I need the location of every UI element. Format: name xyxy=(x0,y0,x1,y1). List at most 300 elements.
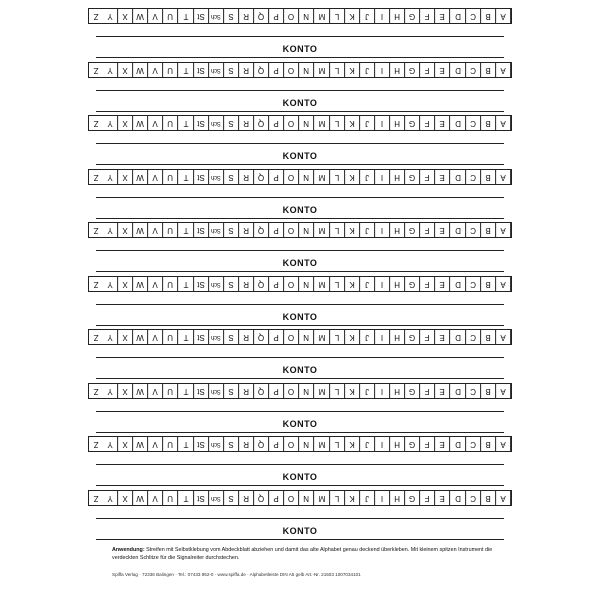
alphabet-cell: A xyxy=(496,63,511,77)
alphabet-cell: H xyxy=(390,277,405,291)
alphabet-cell: F xyxy=(420,170,435,184)
alphabet-cell: M xyxy=(315,116,330,130)
strip-rule-top xyxy=(96,250,504,251)
alphabet-cell: P xyxy=(269,491,284,505)
strip-rule-top xyxy=(96,357,504,358)
alphabet-cell: V xyxy=(148,491,163,505)
alphabet-cell: O xyxy=(284,277,299,291)
alphabet-cell: J xyxy=(360,384,375,398)
alphabet-cell: Y xyxy=(103,223,118,237)
alphabet-cell: S xyxy=(224,63,239,77)
alphabet-cell: Q xyxy=(254,116,269,130)
alphabet-cell: L xyxy=(330,9,345,23)
alphabet-cell: U xyxy=(163,9,178,23)
instructions-lead: Anwendung: xyxy=(112,547,145,553)
alphabet-cell: M xyxy=(315,170,330,184)
alphabet-cell: P xyxy=(269,223,284,237)
alphabet-cell: B xyxy=(481,330,496,344)
alphabet-cell: Y xyxy=(103,491,118,505)
alphabet-cell: U xyxy=(163,491,178,505)
strip-rule-bottom xyxy=(96,57,504,58)
alphabet-row xyxy=(88,383,512,399)
alphabet-cell: U xyxy=(163,63,178,77)
alphabet-cell: C xyxy=(466,63,481,77)
alphabet-cell: J xyxy=(360,491,375,505)
alphabet-cell: D xyxy=(451,170,466,184)
alphabet-cell: N xyxy=(299,9,314,23)
alphabet-cell: V xyxy=(148,277,163,291)
alphabet-cell: Y xyxy=(103,116,118,130)
alphabet-cell: X xyxy=(118,437,133,451)
alphabet-cell: O xyxy=(284,170,299,184)
alphabet-cell: N xyxy=(299,384,314,398)
strip-rule-top xyxy=(96,411,504,412)
instructions-text: Streifen mit Selbstklebung vom Abdeckblatt abziehen und damit das alte Alphabet genau deckend überkleben. Mit kleinem spitzen Instrument die verdeckten Schlitze für die Signalreiter durchstechen. xyxy=(112,547,493,561)
alphabet-cell: I xyxy=(375,491,390,505)
alphabet-cell: O xyxy=(284,116,299,130)
konto-label: KONTO xyxy=(282,525,318,536)
alphabet-cell: S xyxy=(224,491,239,505)
alphabet-cell: W xyxy=(133,116,148,130)
alphabet-cell: G xyxy=(405,330,420,344)
strip-rule-bottom xyxy=(96,432,504,433)
alphabet-cell: M xyxy=(315,330,330,344)
alphabet-cell: H xyxy=(390,330,405,344)
alphabet-cell: S xyxy=(224,9,239,23)
strip-rule-top xyxy=(96,197,504,198)
alphabet-cell: Z xyxy=(93,172,99,182)
alphabet-cell: X xyxy=(118,116,133,130)
alphabet-cell: I xyxy=(375,277,390,291)
alphabet-cell: U xyxy=(163,277,178,291)
alphabet-cell: R xyxy=(239,223,254,237)
alphabet-cell: H xyxy=(390,437,405,451)
alphabet-cell: X xyxy=(118,223,133,237)
alphabet-cell: Sch xyxy=(209,170,224,184)
alphabet-row xyxy=(88,169,512,185)
alphabet-cell: D xyxy=(451,9,466,23)
alphabet-cell: Sch xyxy=(209,277,224,291)
alphabet-cell: G xyxy=(405,277,420,291)
alphabet-cell: T xyxy=(179,277,194,291)
alphabet-cell: Sch xyxy=(209,384,224,398)
alphabet-cell: I xyxy=(375,63,390,77)
alphabet-cell: F xyxy=(420,384,435,398)
alphabet-cell: L xyxy=(330,384,345,398)
alphabet-cell: A xyxy=(496,9,511,23)
alphabet-cell: H xyxy=(390,223,405,237)
alphabet-cell: X xyxy=(118,170,133,184)
alphabet-cell: G xyxy=(405,491,420,505)
alphabet-cell: K xyxy=(345,9,360,23)
alphabet-cell: Z xyxy=(93,386,99,396)
alphabet-cell: J xyxy=(360,116,375,130)
alphabet-cell: W xyxy=(133,170,148,184)
alphabet-cell: Z xyxy=(93,12,99,21)
alphabet-cell: C xyxy=(466,384,481,398)
alphabet-cell: G xyxy=(405,223,420,237)
alphabet-cell: W xyxy=(133,223,148,237)
alphabet-cell: I xyxy=(375,330,390,344)
alphabet-cell: Sch xyxy=(209,330,224,344)
alphabet-cell: D xyxy=(451,330,466,344)
alphabet-cell: R xyxy=(239,437,254,451)
alphabet-cell: N xyxy=(299,330,314,344)
alphabet-cell: V xyxy=(148,223,163,237)
alphabet-cell: F xyxy=(420,9,435,23)
alphabet-cell: Y xyxy=(103,384,118,398)
alphabet-cell: D xyxy=(451,116,466,130)
alphabet-cell: A xyxy=(496,277,511,291)
alphabet-cell: S xyxy=(224,277,239,291)
alphabet-cell: B xyxy=(481,116,496,130)
alphabet-cell: S xyxy=(224,170,239,184)
account-strip xyxy=(88,383,512,438)
account-strip xyxy=(88,436,512,491)
alphabet-cell: U xyxy=(163,170,178,184)
alphabet-cell: J xyxy=(360,437,375,451)
alphabet-cell: G xyxy=(405,116,420,130)
account-strip xyxy=(88,62,512,117)
alphabet-cell: L xyxy=(330,223,345,237)
alphabet-cell: Y xyxy=(103,170,118,184)
alphabet-cell: I xyxy=(375,384,390,398)
alphabet-cell: T xyxy=(179,491,194,505)
alphabet-cell: N xyxy=(299,116,314,130)
alphabet-cell: Q xyxy=(254,437,269,451)
strip-rule-bottom xyxy=(96,378,504,379)
account-strip xyxy=(88,8,512,63)
alphabet-cell: A xyxy=(496,223,511,237)
alphabet-cell: H xyxy=(390,384,405,398)
alphabet-cell: D xyxy=(451,277,466,291)
alphabet-cell: P xyxy=(269,9,284,23)
alphabet-cell: E xyxy=(435,170,450,184)
alphabet-row xyxy=(88,115,512,131)
alphabet-cell: L xyxy=(330,437,345,451)
alphabet-cell: R xyxy=(239,116,254,130)
alphabet-row xyxy=(88,276,512,292)
alphabet-cell: U xyxy=(163,437,178,451)
alphabet-cell: B xyxy=(481,437,496,451)
alphabet-cell: G xyxy=(405,63,420,77)
alphabet-cell: T xyxy=(179,63,194,77)
alphabet-cell: D xyxy=(451,63,466,77)
alphabet-cell: N xyxy=(299,63,314,77)
alphabet-cell: Y xyxy=(103,9,118,23)
alphabet-cell: W xyxy=(133,63,148,77)
alphabet-cell: C xyxy=(466,330,481,344)
account-strip xyxy=(88,115,512,170)
alphabet-cell: M xyxy=(315,384,330,398)
alphabet-cell: A xyxy=(496,170,511,184)
konto-label: KONTO xyxy=(282,311,318,322)
alphabet-cell: T xyxy=(179,330,194,344)
konto-label: KONTO xyxy=(282,258,318,268)
alphabet-cell: W xyxy=(133,277,148,291)
alphabet-row xyxy=(88,222,512,238)
alphabet-cell: Z xyxy=(93,119,99,128)
alphabet-cell: V xyxy=(148,437,163,451)
alphabet-cell: M xyxy=(315,277,330,291)
account-strip xyxy=(88,329,512,384)
alphabet-cell: L xyxy=(330,116,345,130)
alphabet-cell: V xyxy=(148,330,163,344)
alphabet-cell: C xyxy=(466,9,481,23)
alphabet-cell: St xyxy=(194,63,209,77)
alphabet-cell: J xyxy=(360,330,375,344)
alphabet-cell: E xyxy=(435,9,450,23)
alphabet-cell: Z xyxy=(93,333,99,342)
alphabet-cell: L xyxy=(330,63,345,77)
alphabet-cell: R xyxy=(239,330,254,344)
alphabet-cell: W xyxy=(133,491,148,505)
alphabet-cell: S xyxy=(224,223,239,237)
alphabet-cell: P xyxy=(269,437,284,451)
alphabet-cell: S xyxy=(224,437,239,451)
alphabet-cell: F xyxy=(420,491,435,505)
alphabet-cell: U xyxy=(163,223,178,237)
alphabet-cell: St xyxy=(194,223,209,237)
alphabet-cell: L xyxy=(330,330,345,344)
alphabet-cell: V xyxy=(148,63,163,77)
alphabet-cell: St xyxy=(194,491,209,505)
alphabet-cell: Q xyxy=(254,223,269,237)
alphabet-cell: J xyxy=(360,170,375,184)
alphabet-cell: F xyxy=(420,437,435,451)
alphabet-cell: J xyxy=(360,63,375,77)
alphabet-cell: P xyxy=(269,384,284,398)
alphabet-cell: R xyxy=(239,277,254,291)
alphabet-cell: H xyxy=(390,63,405,77)
alphabet-cell: K xyxy=(345,116,360,130)
alphabet-cell: D xyxy=(451,223,466,237)
alphabet-cell: O xyxy=(284,384,299,398)
alphabet-cell: M xyxy=(315,491,330,505)
alphabet-cell: H xyxy=(390,491,405,505)
alphabet-cell: Sch xyxy=(209,63,224,77)
alphabet-cell: K xyxy=(345,437,360,451)
alphabet-cell: F xyxy=(420,63,435,77)
account-strip xyxy=(88,169,512,224)
alphabet-cell: E xyxy=(435,437,450,451)
alphabet-cell: T xyxy=(179,116,194,130)
alphabet-cell: E xyxy=(435,491,450,505)
konto-label: KONTO xyxy=(282,418,318,429)
alphabet-cell: Y xyxy=(103,330,118,344)
alphabet-cell: V xyxy=(148,116,163,130)
alphabet-cell: Z xyxy=(93,493,99,503)
alphabet-cell: I xyxy=(375,223,390,237)
alphabet-cell: G xyxy=(405,170,420,184)
alphabet-cell: F xyxy=(420,330,435,344)
alphabet-cell: Q xyxy=(254,277,269,291)
alphabet-cell: P xyxy=(269,277,284,291)
alphabet-cell: H xyxy=(390,116,405,130)
strip-rule-bottom xyxy=(96,539,504,540)
alphabet-cell: Z xyxy=(93,440,99,449)
alphabet-cell: St xyxy=(194,384,209,398)
alphabet-cell: W xyxy=(133,437,148,451)
alphabet-cell: M xyxy=(315,437,330,451)
alphabet-cell: S xyxy=(224,116,239,130)
alphabet-cell: Q xyxy=(254,330,269,344)
alphabet-cell: W xyxy=(133,9,148,23)
alphabet-cell: S xyxy=(224,384,239,398)
alphabet-cell: Q xyxy=(254,63,269,77)
alphabet-cell: O xyxy=(284,63,299,77)
strip-rule-bottom xyxy=(96,164,504,165)
alphabet-cell: B xyxy=(481,384,496,398)
alphabet-cell: C xyxy=(466,170,481,184)
alphabet-cell: O xyxy=(284,437,299,451)
alphabet-cell: C xyxy=(466,116,481,130)
alphabet-cell: I xyxy=(375,9,390,23)
alphabet-cell: C xyxy=(466,491,481,505)
alphabet-strip-sheet xyxy=(88,0,512,601)
alphabet-cell: N xyxy=(299,170,314,184)
alphabet-cell: J xyxy=(360,9,375,23)
alphabet-row xyxy=(88,329,512,345)
alphabet-cell: S xyxy=(224,330,239,344)
alphabet-cell: E xyxy=(435,223,450,237)
konto-label: KONTO xyxy=(282,151,318,161)
alphabet-cell: T xyxy=(179,170,194,184)
konto-label: KONTO xyxy=(282,97,318,108)
alphabet-cell: L xyxy=(330,277,345,291)
alphabet-cell: E xyxy=(435,63,450,77)
alphabet-cell: Q xyxy=(254,491,269,505)
strip-rule-bottom xyxy=(96,325,504,326)
alphabet-cell: Z xyxy=(93,65,99,75)
alphabet-cell: N xyxy=(299,277,314,291)
alphabet-cell: K xyxy=(345,63,360,77)
alphabet-cell: P xyxy=(269,170,284,184)
alphabet-cell: M xyxy=(315,223,330,237)
alphabet-cell: K xyxy=(345,491,360,505)
alphabet-cell: O xyxy=(284,330,299,344)
alphabet-cell: I xyxy=(375,170,390,184)
alphabet-row xyxy=(88,490,512,506)
alphabet-cell: Sch xyxy=(209,437,224,451)
alphabet-cell: N xyxy=(299,437,314,451)
alphabet-cell: Z xyxy=(93,279,99,289)
alphabet-cell: A xyxy=(496,116,511,130)
alphabet-cell: W xyxy=(133,330,148,344)
alphabet-cell: Y xyxy=(103,277,118,291)
alphabet-cell: J xyxy=(360,223,375,237)
alphabet-cell: G xyxy=(405,9,420,23)
alphabet-cell: H xyxy=(390,9,405,23)
alphabet-cell: X xyxy=(118,63,133,77)
strip-rule-top xyxy=(96,464,504,465)
alphabet-cell: T xyxy=(179,437,194,451)
alphabet-row xyxy=(88,8,512,24)
konto-label: KONTO xyxy=(282,44,318,54)
alphabet-cell: A xyxy=(496,384,511,398)
alphabet-cell: B xyxy=(481,63,496,77)
alphabet-cell: U xyxy=(163,330,178,344)
alphabet-cell: L xyxy=(330,170,345,184)
alphabet-cell: E xyxy=(435,330,450,344)
alphabet-cell: C xyxy=(466,437,481,451)
alphabet-cell: M xyxy=(315,9,330,23)
alphabet-cell: X xyxy=(118,330,133,344)
alphabet-cell: O xyxy=(284,223,299,237)
alphabet-cell: M xyxy=(315,63,330,77)
alphabet-cell: L xyxy=(330,491,345,505)
alphabet-cell: A xyxy=(496,437,511,451)
konto-label: KONTO xyxy=(282,204,318,215)
strip-rule-bottom xyxy=(96,485,504,486)
strip-rule-top xyxy=(96,304,504,305)
alphabet-row xyxy=(88,62,512,78)
alphabet-cell: St xyxy=(194,437,209,451)
alphabet-cell: T xyxy=(179,223,194,237)
alphabet-cell: St xyxy=(194,330,209,344)
alphabet-cell: Y xyxy=(103,437,118,451)
strip-rule-top xyxy=(96,36,504,37)
alphabet-cell: C xyxy=(466,277,481,291)
alphabet-cell: St xyxy=(194,9,209,23)
alphabet-cell: I xyxy=(375,116,390,130)
alphabet-cell: P xyxy=(269,63,284,77)
alphabet-cell: J xyxy=(360,277,375,291)
alphabet-cell: B xyxy=(481,170,496,184)
alphabet-cell: D xyxy=(451,491,466,505)
alphabet-cell: P xyxy=(269,116,284,130)
alphabet-cell: I xyxy=(375,437,390,451)
alphabet-cell: U xyxy=(163,116,178,130)
alphabet-cell: Sch xyxy=(209,116,224,130)
alphabet-cell: St xyxy=(194,116,209,130)
alphabet-cell: T xyxy=(179,9,194,23)
alphabet-cell: E xyxy=(435,384,450,398)
alphabet-cell: N xyxy=(299,491,314,505)
alphabet-cell: X xyxy=(118,384,133,398)
alphabet-cell: Sch xyxy=(209,491,224,505)
alphabet-cell: B xyxy=(481,9,496,23)
alphabet-cell: K xyxy=(345,170,360,184)
alphabet-cell: K xyxy=(345,330,360,344)
alphabet-cell: R xyxy=(239,170,254,184)
strip-rule-top xyxy=(96,90,504,91)
alphabet-cell: O xyxy=(284,491,299,505)
alphabet-cell: P xyxy=(269,330,284,344)
alphabet-cell: X xyxy=(118,9,133,23)
alphabet-cell: St xyxy=(194,277,209,291)
alphabet-cell: D xyxy=(451,384,466,398)
konto-label: KONTO xyxy=(282,472,318,482)
alphabet-cell: R xyxy=(239,384,254,398)
alphabet-cell: Y xyxy=(103,63,118,77)
usage-instructions xyxy=(112,546,502,562)
strip-rule-bottom xyxy=(96,271,504,272)
alphabet-cell: B xyxy=(481,223,496,237)
account-strip xyxy=(88,222,512,277)
alphabet-cell: Q xyxy=(254,170,269,184)
alphabet-cell: R xyxy=(239,491,254,505)
publisher-footer: Spiffa Verlag · 72336 Balingen · Tel.: 07433 952-0 · www.spiffa.de · Alphabetleiste DIN A5 gelb Art.-Nr. 21503 1007034101 xyxy=(112,572,361,577)
alphabet-cell: G xyxy=(405,384,420,398)
alphabet-cell: V xyxy=(148,170,163,184)
alphabet-cell: C xyxy=(466,223,481,237)
strip-rule-top xyxy=(96,143,504,144)
konto-label: KONTO xyxy=(282,365,318,375)
strip-rule-bottom xyxy=(96,218,504,219)
strip-rule-top xyxy=(96,518,504,519)
alphabet-cell: B xyxy=(481,277,496,291)
